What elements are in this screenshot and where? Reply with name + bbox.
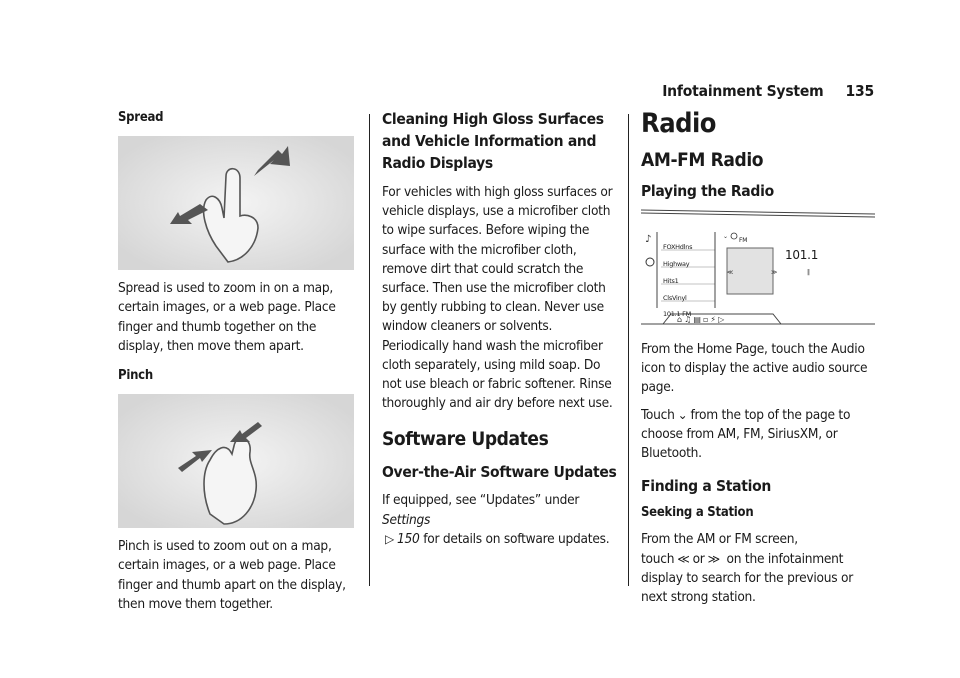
svg-text:‖: ‖	[807, 269, 810, 276]
svg-text:⌂ ♫ ▤ ▫ ⚡ ▷: ⌂ ♫ ▤ ▫ ⚡ ▷	[677, 315, 724, 324]
chevron-down-icon: ⌄	[677, 407, 688, 422]
settings-reference: Settings	[382, 511, 431, 528]
seek-forward-icon: ≫	[707, 551, 720, 566]
touch-instructions: Touch ⌄ from the top of the page to choose from AM, FM, SiriusXM, or Bluetooth.	[641, 406, 851, 462]
column-middle	[382, 108, 618, 549]
pinch-gesture-icon	[118, 394, 354, 528]
column-right	[641, 108, 879, 607]
radio-screen-illustration	[641, 204, 875, 332]
ota-heading: Over-the-Air Software Updates	[382, 463, 617, 482]
preset-item[interactable]: Highway	[663, 260, 690, 268]
svg-text:⌄: ⌄	[723, 233, 728, 240]
pinch-body: Pinch is used to zoom out on a map, certain images, or a web page. Place finger and thumb apart on the display, then move them together.	[118, 538, 346, 612]
column-divider	[369, 114, 370, 586]
page-header	[662, 82, 874, 100]
amfm-heading: AM-FM Radio	[641, 149, 764, 171]
radio-frequency: 101.1	[785, 248, 819, 262]
playing-heading: Playing the Radio	[641, 182, 774, 200]
seek-instructions: From the AM or FM screen, touch ≪ or ≫ on the infotainment display to search for the previous or next strong station.	[641, 531, 853, 606]
pinch-heading: Pinch	[118, 368, 153, 384]
svg-text:≪: ≪	[727, 269, 734, 276]
page-reference-number: 150	[396, 530, 420, 547]
pinch-gesture-illustration	[118, 394, 354, 528]
section-title: Infotainment System	[662, 82, 824, 100]
column-divider	[628, 114, 629, 586]
spread-heading: Spread	[118, 110, 164, 125]
preset-item[interactable]: ClsVinyl	[663, 294, 687, 302]
preset-item[interactable]: Hits1	[663, 277, 679, 285]
cleaning-heading: Cleaning High Gloss Surfaces and Vehicle Information and Radio Displays	[382, 110, 604, 172]
finding-heading: Finding a Station	[641, 477, 771, 496]
seeking-heading: Seeking a Station	[641, 505, 754, 521]
ota-body: If equipped, see “Updates” under Settings ▷ 150 for details on software updates.	[382, 492, 610, 547]
cleaning-body: For vehicles with high gloss surfaces or vehicle displays, use a microfiber cloth to wipe surfaces. Before wiping the surface with the microfiber cloth, remove dirt that could scratch the surface. Then use the microfiber cloth by gently rubbing to clean. Never use window cleaners or solvents. Periodically hand wash the microfiber cloth separately, using mild soap. Do not use bleach or fabric softener. Rinse thoroughly and air dry before next use.	[382, 184, 613, 412]
column-left	[118, 108, 358, 614]
svg-text:♪: ♪	[645, 234, 652, 245]
spread-gesture-icon	[118, 136, 354, 270]
radio-band: FM	[739, 237, 748, 244]
radio-heading: Radio	[641, 108, 716, 139]
spread-gesture-illustration	[118, 136, 354, 270]
preset-item[interactable]: 101.1 FM	[663, 310, 692, 318]
spread-body: Spread is used to zoom in on a map, certain images, or a web page. Place finger and thumb together on the display, then move them apart.	[118, 280, 336, 354]
page-reference-arrow-icon: ▷	[385, 531, 394, 546]
software-heading: Software Updates	[382, 428, 549, 451]
svg-text:≫: ≫	[771, 269, 778, 276]
seek-back-icon: ≪	[677, 551, 690, 566]
page-number: 135	[845, 82, 874, 100]
playing-body: From the Home Page, touch the Audio icon to display the active audio source page.	[641, 341, 868, 396]
preset-item[interactable]: FOXHdlns	[663, 243, 693, 251]
